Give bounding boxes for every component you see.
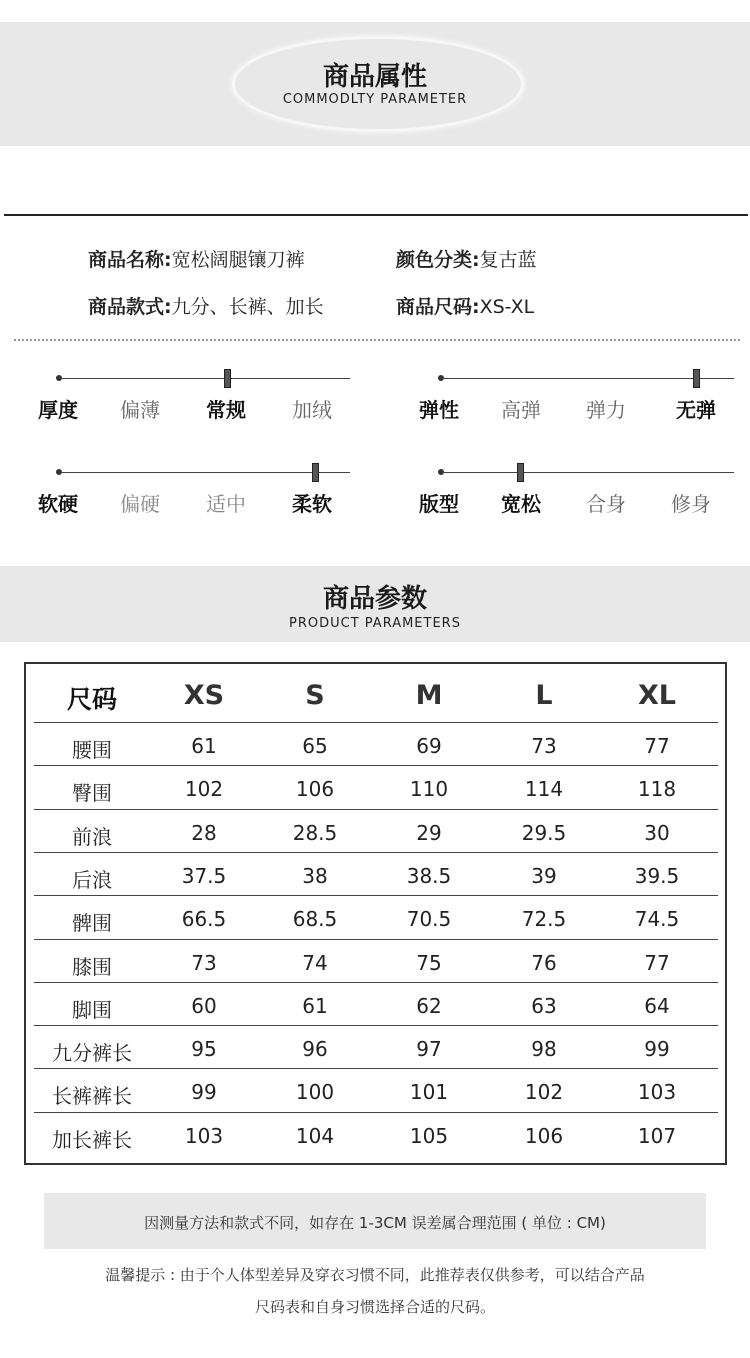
table-cell: 103	[184, 1124, 224, 1148]
table-cell: 98	[531, 1037, 557, 1061]
attr-size	[396, 292, 534, 319]
measurement-note: 因测量方法和款式不同，如存在 1-3CM 误差属合理范围 ( 单位 : CM)	[144, 1214, 606, 1232]
table-cell: 104	[295, 1124, 335, 1148]
table-cell: 106	[295, 777, 335, 801]
table-cell: 100	[295, 1080, 335, 1104]
table-row-label: 前浪	[72, 825, 112, 849]
table-cell: 61	[302, 994, 328, 1018]
table-cell: 28.5	[292, 821, 338, 845]
attr-label: 商品名称:	[88, 249, 172, 271]
table-row-divider	[34, 1112, 718, 1113]
table-row-divider	[34, 939, 718, 940]
table-header-size: M	[415, 680, 443, 711]
scale-thumb	[312, 463, 319, 482]
table-cell: 99	[191, 1080, 217, 1104]
table-cell: 66.5	[181, 907, 227, 931]
table-row-label: 九分裤长	[52, 1041, 132, 1065]
table-cell: 29.5	[521, 821, 567, 845]
table-row-label: 脚围	[72, 998, 112, 1022]
scale-option: 适中	[206, 492, 246, 516]
attr-value: 九分、长裤、加长	[171, 296, 324, 318]
table-cell: 60	[191, 994, 217, 1018]
table-cell: 73	[191, 951, 217, 975]
scale-track	[442, 378, 734, 379]
table-cell: 69	[416, 734, 442, 758]
table-cell: 64	[644, 994, 670, 1018]
table-cell: 74.5	[634, 907, 680, 931]
table-cell: 65	[302, 734, 328, 758]
scale-option: 偏薄	[120, 398, 160, 422]
table-row-label: 后浪	[72, 868, 112, 892]
scale-option: 合身	[586, 492, 626, 516]
params-title: 商品参数	[322, 584, 427, 614]
table-cell: 61	[191, 734, 217, 758]
table-row-label: 膝围	[72, 955, 112, 979]
table-cell: 107	[637, 1124, 677, 1148]
table-row-label: 长裤裤长	[52, 1084, 132, 1108]
table-cell: 97	[416, 1037, 442, 1061]
table-cell: 30	[644, 821, 670, 845]
table-row-label: 臀围	[72, 781, 112, 805]
table-cell: 70.5	[406, 907, 452, 931]
table-row-divider	[34, 895, 718, 896]
attr-value: 复古蓝	[479, 249, 537, 271]
scale-option: 弹力	[586, 398, 626, 422]
attr-color	[396, 245, 537, 272]
table-cell: 110	[409, 777, 449, 801]
table-cell: 102	[184, 777, 224, 801]
scale-option: 加绒	[292, 398, 332, 422]
attr-value: XS-XL	[479, 296, 535, 318]
table-cell: 62	[416, 994, 442, 1018]
table-cell: 28	[191, 821, 217, 845]
table-cell: 72.5	[521, 907, 567, 931]
scale-option: 修身	[671, 492, 711, 516]
table-cell: 103	[637, 1080, 677, 1104]
table-cell: 101	[409, 1080, 449, 1104]
table-row-divider	[34, 722, 718, 723]
tip-line-2: 尺码表和自身习惯选择合适的尺码。	[254, 1298, 495, 1316]
table-cell: 63	[531, 994, 557, 1018]
table-cell: 39	[531, 864, 557, 888]
table-cell: 106	[524, 1124, 564, 1148]
table-row-divider	[34, 852, 718, 853]
attr-style	[88, 292, 324, 319]
scale-option-selected: 柔软	[292, 492, 332, 516]
table-cell: 95	[191, 1037, 217, 1061]
table-row-divider	[34, 1068, 718, 1069]
table-cell: 102	[524, 1080, 564, 1104]
table-cell: 77	[644, 734, 670, 758]
scale-thumb	[224, 369, 231, 388]
scale-option: 偏硬	[120, 492, 160, 516]
scale-name: 版型	[419, 492, 459, 516]
table-row-divider	[34, 1025, 718, 1026]
attributes-title: 商品属性	[322, 62, 427, 92]
table-cell: 74	[302, 951, 328, 975]
tip-line-1: 温馨提示 : 由于个人体型差异及穿衣习惯不同，此推荐表仅供参考，可以结合产品	[105, 1266, 645, 1284]
table-cell: 77	[644, 951, 670, 975]
attr-label: 商品尺码:	[396, 296, 480, 318]
scale-thumb	[517, 463, 524, 482]
table-row-divider	[34, 809, 718, 810]
table-row-divider	[34, 982, 718, 983]
table-row-label: 腰围	[72, 738, 112, 762]
table-cell: 105	[409, 1124, 449, 1148]
table-cell: 38.5	[406, 864, 452, 888]
scale-track	[60, 472, 350, 473]
attributes-subtitle: COMMODLTY PARAMETER	[282, 92, 468, 107]
table-cell: 73	[531, 734, 557, 758]
table-header-size: L	[535, 680, 553, 711]
table-row-divider	[34, 765, 718, 766]
scale-option-selected: 宽松	[501, 492, 541, 516]
table-cell: 114	[524, 777, 564, 801]
scale-track	[442, 472, 734, 473]
table-header-size: XS	[183, 680, 225, 711]
scale-name: 软硬	[38, 492, 78, 516]
table-cell: 76	[531, 951, 557, 975]
attr-value: 宽松阔腿镶刀裤	[171, 249, 305, 271]
scale-option: 高弹	[501, 398, 541, 422]
scale-option-selected: 常规	[206, 398, 246, 422]
table-header-size: S	[305, 680, 325, 711]
table-row-label: 加长裤长	[52, 1128, 132, 1152]
scale-option-selected: 无弹	[676, 398, 716, 422]
table-header-size: XL	[637, 680, 677, 711]
table-cell: 39.5	[634, 864, 680, 888]
params-subtitle: PRODUCT PARAMETERS	[289, 616, 461, 631]
table-cell: 29	[416, 821, 442, 845]
table-header-label: 尺码	[66, 685, 117, 714]
scale-thumb	[693, 369, 700, 388]
scale-name: 弹性	[419, 398, 459, 422]
table-cell: 99	[644, 1037, 670, 1061]
divider-solid	[4, 214, 748, 216]
scale-track	[60, 378, 350, 379]
divider-dotted	[14, 339, 740, 341]
table-cell: 96	[302, 1037, 328, 1061]
attr-product-name	[88, 245, 305, 272]
table-cell: 68.5	[292, 907, 338, 931]
table-cell: 37.5	[181, 864, 227, 888]
table-cell: 118	[637, 777, 677, 801]
table-cell: 75	[416, 951, 442, 975]
table-row-label: 髀围	[72, 911, 112, 935]
scale-name: 厚度	[38, 398, 78, 422]
attr-label: 商品款式:	[88, 296, 172, 318]
table-cell: 38	[302, 864, 328, 888]
attr-label: 颜色分类:	[396, 249, 480, 271]
